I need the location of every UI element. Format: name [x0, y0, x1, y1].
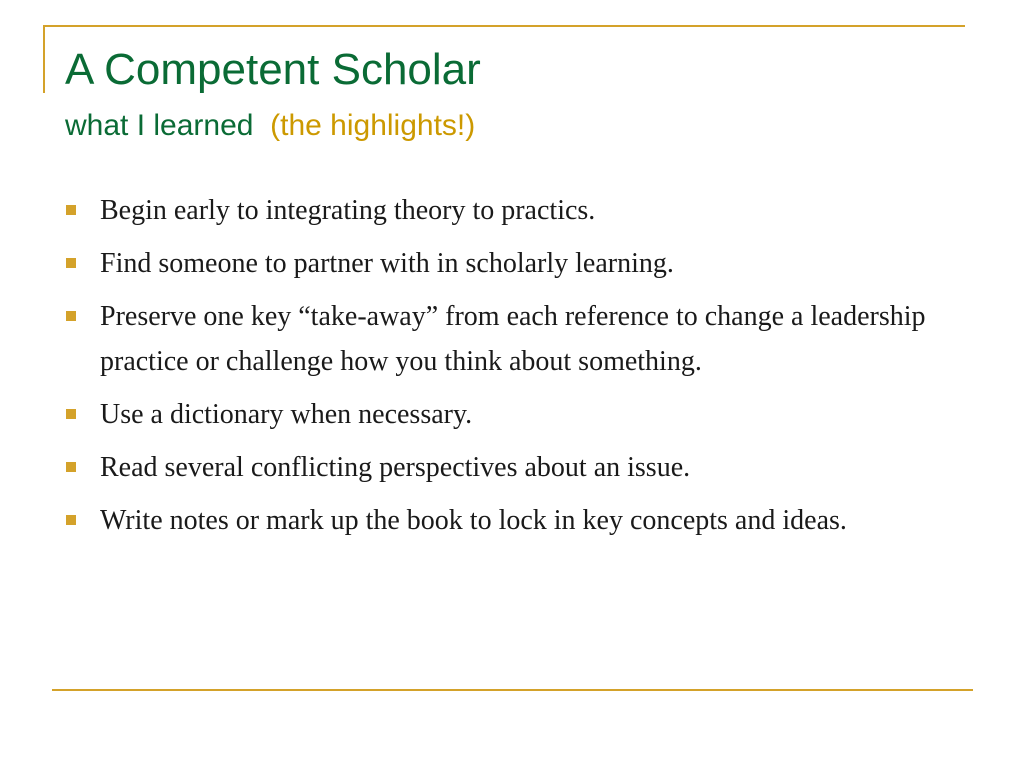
subtitle-main: what I learned	[65, 109, 254, 142]
bullet-text: Write notes or mark up the book to lock in key concepts and ideas.	[100, 505, 847, 536]
slide-subtitle	[65, 108, 475, 144]
subtitle-accent: (the highlights!)	[270, 109, 476, 142]
bullet-text: Begin early to integrating theory to practics.	[100, 195, 596, 226]
square-bullet-icon	[66, 258, 76, 268]
square-bullet-icon	[66, 409, 76, 419]
bullet-item	[66, 188, 946, 233]
bullet-text: Find someone to partner with in scholarly learning.	[100, 248, 674, 279]
bullet-item	[66, 392, 946, 437]
square-bullet-icon	[66, 515, 76, 525]
bullet-text: Preserve one key “take-away” from each reference to change a leadership practice or challenge how you think about something.	[100, 301, 926, 377]
bullet-text: Use a dictionary when necessary.	[100, 399, 473, 430]
frame-left-rule	[43, 25, 45, 93]
bullet-item	[66, 294, 946, 384]
square-bullet-icon	[66, 462, 76, 472]
bullet-item	[66, 498, 946, 543]
bullet-item	[66, 445, 946, 490]
bullet-list	[66, 188, 946, 551]
bullet-text: Read several conflicting perspectives about an issue.	[100, 452, 691, 483]
square-bullet-icon	[66, 205, 76, 215]
frame-bottom-rule	[52, 689, 973, 691]
square-bullet-icon	[66, 311, 76, 321]
frame-top-rule	[43, 25, 965, 27]
bullet-item	[66, 241, 946, 286]
slide-title: A Competent Scholar	[65, 45, 481, 94]
